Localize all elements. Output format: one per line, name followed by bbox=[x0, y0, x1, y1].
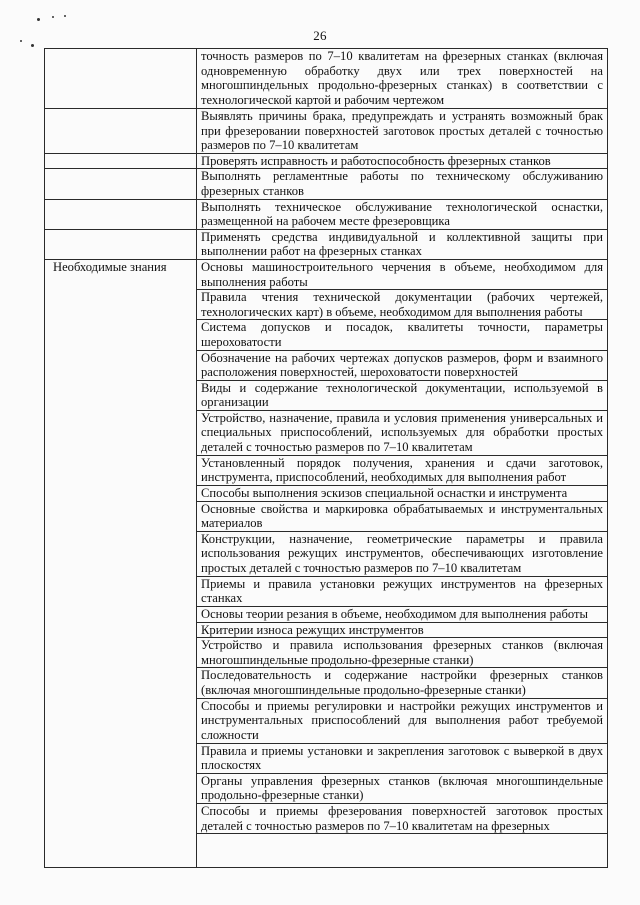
table-row bbox=[45, 169, 608, 199]
requirement-cell: Выполнять техническое обслуживание технологической оснастки, размещенной на рабочем месте фрезеровщика bbox=[197, 199, 608, 229]
page-number: 26 bbox=[313, 28, 327, 43]
scan-speck bbox=[37, 18, 40, 21]
requirement-cell: Выполнять регламентные работы по техническому обслуживанию фрезерных станков bbox=[197, 169, 608, 199]
label-cell bbox=[45, 229, 197, 259]
label-cell bbox=[45, 199, 197, 229]
knowledge-cell: Способы и приемы регулировки и настройки режущих инструментов и инструментальных приспособлений для выполнения работ требуемой сложности bbox=[197, 698, 608, 743]
knowledge-cell: Устройство и правила использования фрезерных станков (включая многошпиндельные продольно-фрезерные станки) bbox=[197, 638, 608, 668]
label-cell bbox=[45, 153, 197, 169]
knowledge-cell: Обозначение на рабочих чертежах допусков размеров, форм и взаимного расположения поверхностей, шероховатости поверхностей bbox=[197, 350, 608, 380]
scan-speck bbox=[52, 16, 54, 18]
requirement-cell: Выявлять причины брака, предупреждать и устранять возможный брак при фрезеровании поверхностей заготовок простых деталей с точностью размеров по 7–10 квалитетам bbox=[197, 109, 608, 154]
table-row bbox=[45, 109, 608, 154]
knowledge-cell: Система допусков и посадок, квалитеты точности, параметры шероховатости bbox=[197, 320, 608, 350]
knowledge-cell: Конструкции, назначение, геометрические параметры и правила использования режущих инструментов, обеспечивающих изготовление простых деталей с точностью размеров по 7–10 квалитетам bbox=[197, 531, 608, 576]
knowledge-cell: Органы управления фрезерных станков (включая многошпиндельные продольно-фрезерные станки) bbox=[197, 773, 608, 803]
knowledge-cell: Основы теории резания в объеме, необходимом для выполнения работы bbox=[197, 607, 608, 623]
knowledge-cell: Правила и приемы установки и закрепления заготовок с выверкой в двух плоскостях bbox=[197, 743, 608, 773]
knowledge-cell: Критерии износа режущих инструментов bbox=[197, 622, 608, 638]
knowledge-cell: Основы машиностроительного черчения в объеме, необходимом для выполнения работы bbox=[197, 259, 608, 289]
scan-speck bbox=[31, 44, 34, 47]
competency-table bbox=[44, 48, 608, 868]
table-row bbox=[45, 259, 608, 289]
knowledge-cell: Правила чтения технической документации (рабочих чертежей, технологических карт) в объеме, необходимом для выполнения работы bbox=[197, 290, 608, 320]
requirement-cell: точность размеров по 7–10 квалитетам на фрезерных станках (включая одновременную обработку двух или трех поверхностей на многошпиндельных продольно-фрезерных станках) в соответствии с технологической картой и рабочим чертежом bbox=[197, 49, 608, 109]
knowledge-cell bbox=[197, 834, 608, 868]
label-cell bbox=[45, 169, 197, 199]
knowledge-cell: Основные свойства и маркировка обрабатываемых и инструментальных материалов bbox=[197, 501, 608, 531]
knowledge-cell: Приемы и правила установки режущих инструментов на фрезерных станках bbox=[197, 576, 608, 606]
knowledge-cell: Способы и приемы фрезерования поверхностей заготовок простых деталей с точностью размеров по 7–10 квалитетам на фрезерных bbox=[197, 803, 608, 833]
requirement-cell: Проверять исправность и работоспособность фрезерных станков bbox=[197, 153, 608, 169]
label-cell bbox=[45, 49, 197, 109]
knowledge-cell: Устройство, назначение, правила и условия применения универсальных и специальных приспособлений, используемых для обработки простых деталей с точностью размеров по 7–10 квалитетам bbox=[197, 410, 608, 455]
table-row bbox=[45, 229, 608, 259]
knowledge-cell: Способы выполнения эскизов специальной оснастки и инструмента bbox=[197, 486, 608, 502]
table-row bbox=[45, 49, 608, 109]
requirement-cell: Применять средства индивидуальной и коллективной защиты при выполнении работ на фрезерных станках bbox=[197, 229, 608, 259]
table-row bbox=[45, 153, 608, 169]
label-cell bbox=[45, 109, 197, 154]
knowledge-cell: Виды и содержание технологической документации, используемой в организации bbox=[197, 380, 608, 410]
scan-speck bbox=[64, 15, 66, 17]
table-row bbox=[45, 199, 608, 229]
knowledge-label: Необходимые знания bbox=[45, 259, 197, 867]
knowledge-cell: Установленный порядок получения, хранения и сдачи заготовок, инструмента, приспособлений, необходимых для выполнения работ bbox=[197, 455, 608, 485]
knowledge-cell: Последовательность и содержание настройки фрезерных станков (включая многошпиндельные продольно-фрезерные станки) bbox=[197, 668, 608, 698]
